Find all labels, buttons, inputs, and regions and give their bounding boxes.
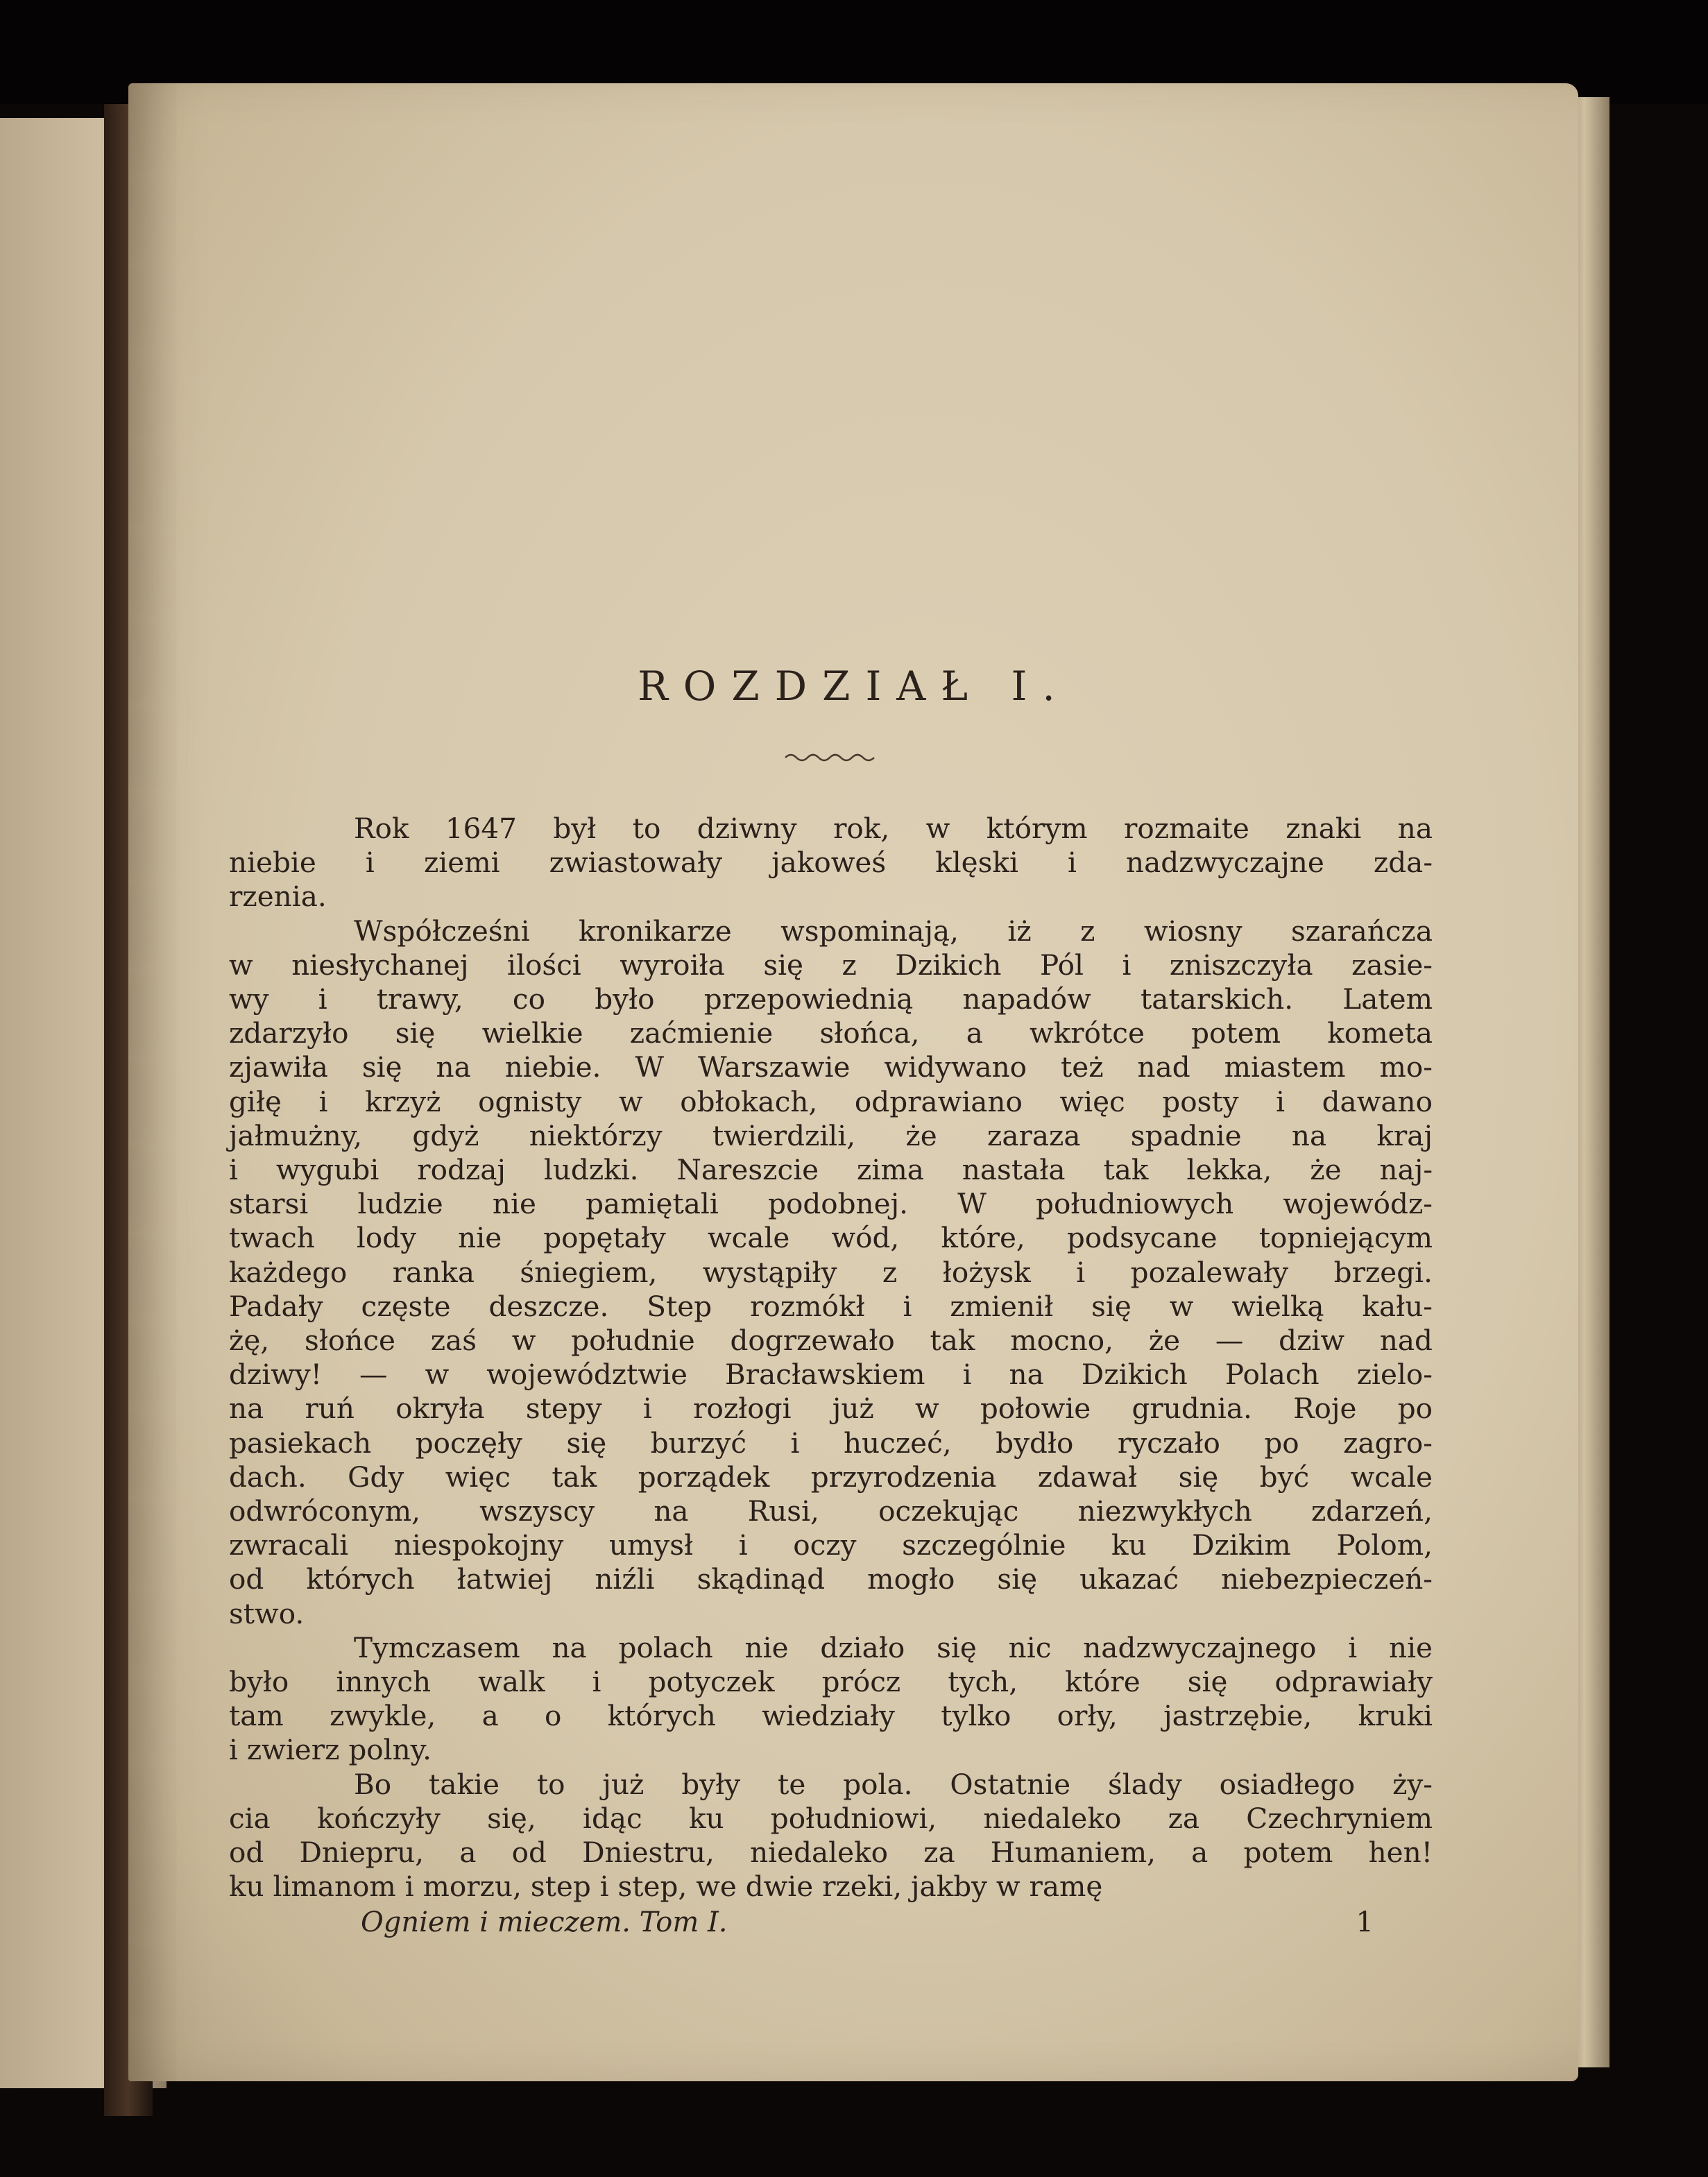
- text-line: od Dniepru, a od Dniestru, niedaleko za Humaniem, a potem hen!: [229, 1836, 1433, 1870]
- text-line: zdarzyło się wielkie zaćmienie słońca, a wkrótce potem kometa: [229, 1016, 1433, 1050]
- text-line: było innych walk i potyczek prócz tych, które się odprawiały: [229, 1665, 1433, 1699]
- text-line: twach lody nie popętały wcale wód, które, podsycane topniejącym: [229, 1221, 1433, 1255]
- text-line: tam zwykle, a o których wiedziały tylko orły, jastrzębie, kruki: [229, 1699, 1433, 1733]
- text-line: i zwierz polny.: [229, 1733, 432, 1767]
- text-line: cia kończyły się, idąc ku południowi, niedaleko za Czechryniem: [229, 1801, 1433, 1835]
- text-line: zwracali niespokojny umysł i oczy szczególnie ku Dzikim Polom,: [229, 1528, 1433, 1562]
- text-line: zjawiła się na niebie. W Warszawie widywano też nad miastem mo-: [229, 1050, 1433, 1084]
- text-line: Bo takie to już były te pola. Ostatnie ślady osiadłego ży-: [354, 1767, 1433, 1801]
- text-line: starsi ludzie nie pamiętali podobnej. W południowych wojewódz-: [229, 1187, 1433, 1221]
- text-line: dach. Gdy więc tak porządek przyrodzenia zdawał się być wcale: [229, 1460, 1433, 1494]
- text-line: dziwy! — w województwie Bracławskiem i na Dzikich Polach zielo-: [229, 1358, 1433, 1392]
- chapter-text: [229, 812, 1433, 1904]
- text-line: rzenia.: [229, 880, 327, 914]
- text-line: stwo.: [229, 1596, 305, 1630]
- text-line: każdego ranka śniegiem, wystąpiły z łożysk i pozalewały brzegi.: [229, 1255, 1433, 1289]
- chapter-heading: ROZDZIAŁ I.: [638, 663, 1070, 710]
- text-line: żę, słońce zaś w południe dogrzewało tak mocno, że — dziw nad: [229, 1324, 1433, 1358]
- text-line: ku limanom i morzu, step i step, we dwie rzeki, jakby w ramę: [229, 1870, 1103, 1904]
- text-line: i wygubi rodzaj ludzki. Nareszcie zima nastała tak lekka, że naj-: [229, 1153, 1433, 1187]
- text-line: niebie i ziemi zwiastowały jakoweś klęski i nadzwyczajne zda-: [229, 846, 1433, 880]
- text-line: Padały częste deszcze. Step rozmókł i zmienił się w wielką kału-: [229, 1289, 1433, 1323]
- footer-book-title: Ogniem i mieczem. Tom I.: [361, 1906, 728, 1938]
- text-line: Tymczasem na polach nie działo się nic nadzwyczajnego i nie: [354, 1630, 1433, 1664]
- text-line: jałmużny, gdyż niektórzy twierdzili, że zaraza spadnie na kraj: [229, 1118, 1433, 1152]
- text-line: na ruń okryła stepy i rozłogi już w połowie grudnia. Roje po: [229, 1392, 1433, 1426]
- text-line: w niesłychanej ilości wyroiła się z Dzikich Pól i zniszczyła zasie-: [229, 948, 1433, 982]
- page-footer: [229, 1906, 1374, 1948]
- ornament-wave-icon: [784, 749, 881, 763]
- text-line: pasiekach poczęły się burzyć i huczeć, bydło ryczało po zagro-: [229, 1426, 1433, 1460]
- text-line: wy i trawy, co było przepowiednią napadów tatarskich. Latem: [229, 982, 1433, 1016]
- text-line: Współcześni kronikarze wspominają, iż z wiosny szarańcza: [354, 914, 1433, 948]
- text-line: odwróconym, wszyscy na Rusi, oczekując niezwykłych zdarzeń,: [229, 1494, 1433, 1528]
- page-number: 1: [1356, 1906, 1374, 1938]
- text-line: giłę i krzyż ognisty w obłokach, odprawiano więc posty i dawano: [229, 1084, 1433, 1118]
- text-line: Rok 1647 był to dziwny rok, w którym rozmaite znaki na: [354, 812, 1433, 845]
- text-line: od których łatwiej niźli skądinąd mogło się ukazać niebezpieczeń-: [229, 1562, 1433, 1596]
